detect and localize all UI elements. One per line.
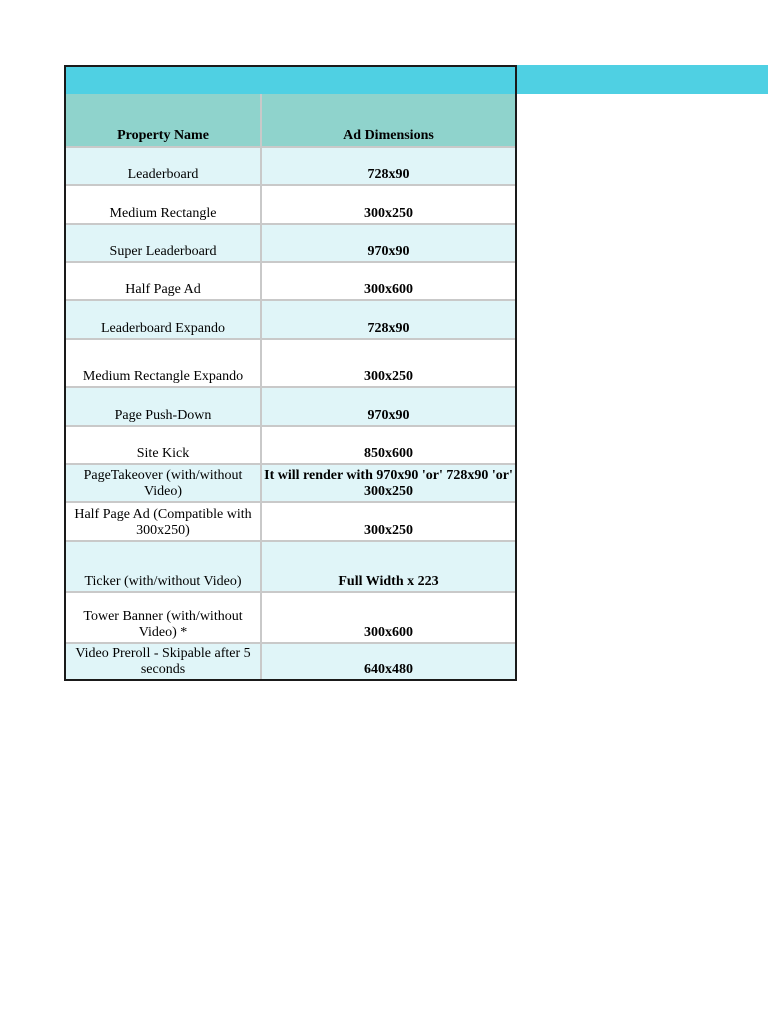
column-header-ad-dimensions: Ad Dimensions: [343, 128, 434, 143]
ad-dimensions-cell: 850x600: [364, 446, 413, 461]
ad-dimensions-cell: 970x90: [367, 244, 410, 259]
property-name-cell: Ticker (with/without Video): [66, 542, 262, 591]
property-name-cell: Medium Rectangle: [66, 186, 262, 223]
property-name-cell: Leaderboard: [66, 148, 262, 184]
table-row: [66, 263, 515, 301]
table-row: [66, 503, 515, 542]
table-row: [66, 542, 515, 593]
property-name-cell: Tower Banner (with/without Video) *: [66, 593, 262, 642]
table-row: [66, 301, 515, 340]
ad-specs-table: [64, 65, 517, 681]
table-row: [66, 465, 515, 503]
property-name-cell: Medium Rectangle Expando: [66, 340, 262, 386]
table-title-band: [66, 67, 515, 94]
property-name-cell: Leaderboard Expando: [66, 301, 262, 338]
ad-dimensions-cell: 300x250: [364, 523, 413, 538]
ad-dimensions-cell: 970x90: [367, 408, 410, 423]
table-row: [66, 388, 515, 427]
column-header-property-name: Property Name: [66, 94, 262, 146]
ad-dimensions-cell: 300x250: [364, 206, 413, 221]
property-name-cell: Half Page Ad (Compatible with 300x250): [66, 503, 262, 540]
ad-dimensions-cell: Full Width x 223: [338, 574, 439, 589]
property-name-cell: Half Page Ad: [66, 263, 262, 299]
ad-dimensions-cell: 728x90: [367, 167, 410, 182]
table-row: [66, 593, 515, 644]
table-row: [66, 186, 515, 225]
table-row: [66, 148, 515, 186]
ad-dimensions-cell: 300x600: [364, 282, 413, 297]
table-row: [66, 225, 515, 263]
property-name-cell: Site Kick: [66, 427, 262, 463]
table-header-row: [66, 94, 515, 148]
ad-dimensions-cell: It will render with 970x90 'or' 728x90 'or' 300x250: [264, 468, 513, 499]
ad-dimensions-cell: 300x600: [364, 625, 413, 640]
property-name-cell: Video Preroll - Skipable after 5 seconds: [66, 644, 262, 679]
table-row: [66, 644, 515, 679]
property-name-cell: PageTakeover (with/without Video): [66, 465, 262, 501]
property-name-cell: Page Push-Down: [66, 388, 262, 425]
table-row: [66, 427, 515, 465]
table-row: [66, 340, 515, 388]
property-name-cell: Super Leaderboard: [66, 225, 262, 261]
ad-dimensions-cell: 300x250: [364, 369, 413, 384]
ad-dimensions-cell: 728x90: [367, 321, 410, 336]
ad-dimensions-cell: 640x480: [364, 662, 413, 677]
